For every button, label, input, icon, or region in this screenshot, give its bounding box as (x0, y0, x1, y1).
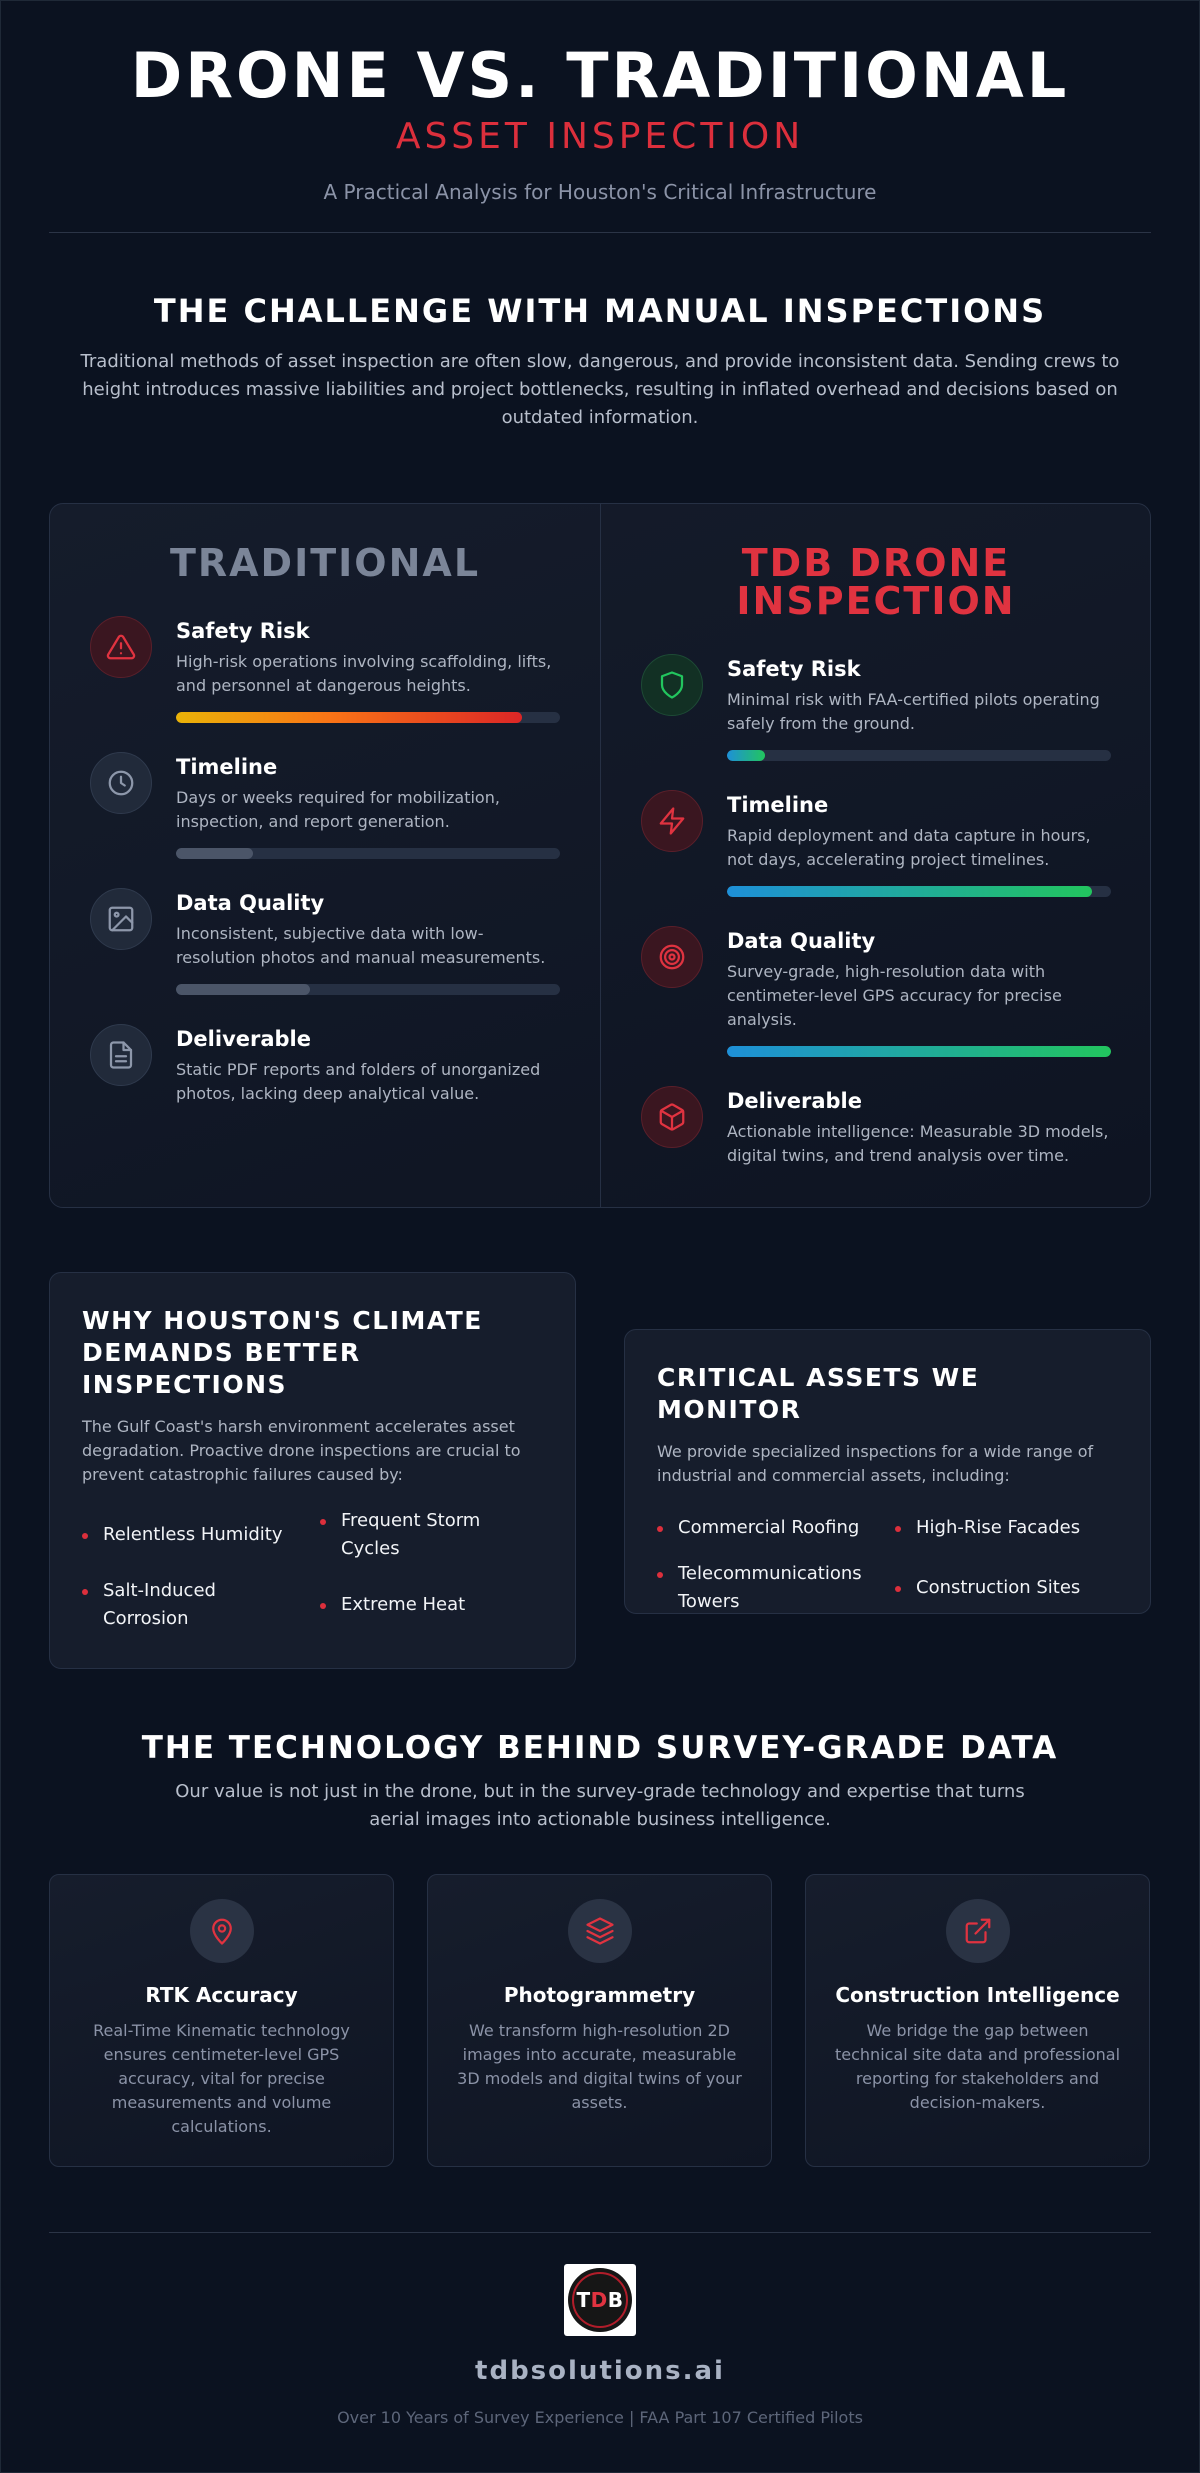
traditional-title: TRADITIONAL (169, 541, 481, 585)
tech-card-title: Photogrammetry (503, 1983, 696, 2007)
safety-risk-bar-fill (176, 712, 522, 723)
footer (0, 2264, 1200, 2427)
website-link[interactable]: tdbsolutions.ai (475, 2356, 725, 2386)
list-item: High-Rise Facades (895, 1514, 1115, 1542)
feature-title: Safety Risk (727, 657, 861, 681)
feature-description: High-risk operations involving scaffolding, lifts, and personnel at dangerous heights. (176, 652, 552, 695)
feature-title: Data Quality (727, 929, 876, 953)
feature-description: Rapid deployment and data capture in hours, not days, accelerating project timelines. (727, 826, 1091, 869)
page-title: DRONE VS. TRADITIONAL (130, 39, 1070, 112)
list-item: Frequent Storm Cycles (320, 1507, 530, 1563)
drone-title-line2: INSPECTION (736, 579, 1016, 623)
drone-column (601, 504, 1151, 1207)
footer-divider (49, 2232, 1151, 2233)
technology-body: Our value is not just in the drone, but in the survey-grade technology and expertise that turns aerial images into actionable business intelligence. (175, 1781, 1025, 1830)
data-quality-bar (176, 984, 560, 995)
feature-title: Timeline (727, 793, 829, 817)
layers-icon (568, 1899, 632, 1963)
data-quality-bar-fill (727, 1046, 1111, 1057)
list-item: Relentless Humidity (82, 1521, 302, 1549)
safety-risk-bar (176, 712, 560, 723)
header-divider (49, 232, 1151, 233)
logo-text (576, 2288, 623, 2312)
timeline-bar (176, 848, 560, 859)
safety-risk-bar-fill (727, 750, 765, 761)
credentials-text: Over 10 Years of Survey Experience | FAA Part 107 Certified Pilots (337, 2408, 863, 2427)
feature-description: Days or weeks required for mobilization, inspection, and report generation. (176, 788, 500, 831)
safety-risk-bar (727, 750, 1111, 761)
tech-card-description: We transform high-resolution 2D images into accurate, measurable 3D models and digital twins of your assets. (457, 2021, 742, 2112)
list-item: Salt-Induced Corrosion (82, 1577, 302, 1633)
tech-card-description: Real-Time Kinematic technology ensures centimeter-level GPS accuracy, vital for precise measurements and volume calculations. (93, 2021, 350, 2136)
challenge-body: Traditional methods of asset inspection are often slow, dangerous, and provide inconsistent data. Sending crews to height introduces massive liabilities and project bottlenecks, resulting in inflated overhead and decisions based on outdated information. (80, 351, 1120, 428)
feature-title: Deliverable (727, 1089, 863, 1113)
lightning-icon (641, 790, 703, 852)
feature-title: Timeline (176, 755, 278, 779)
tech-card-construction-intelligence (805, 1874, 1150, 2167)
page-header (0, 38, 1200, 204)
shield-icon (641, 654, 703, 716)
challenge-heading: THE CHALLENGE WITH MANUAL INSPECTIONS (153, 292, 1047, 330)
climate-intro: The Gulf Coast's harsh environment accelerates asset degradation. Proactive drone inspections are crucial to prevent catastrophic failures caused by: (82, 1417, 521, 1484)
feature-title: Deliverable (176, 1027, 312, 1051)
traditional-column (50, 504, 600, 1207)
list-item: Extreme Heat (320, 1591, 530, 1619)
tech-card-description: We bridge the gap between technical site data and professional reporting for stakeholders and decision-makers. (835, 2021, 1121, 2112)
page-subtitle: ASSET INSPECTION (395, 116, 805, 157)
list-item: Telecommunications Towers (657, 1560, 877, 1616)
assets-card (624, 1329, 1151, 1614)
tech-card-rtk (49, 1874, 394, 2167)
target-icon (641, 926, 703, 988)
tdb-logo (564, 2264, 636, 2336)
location-pin-icon (190, 1899, 254, 1963)
timeline-bar-fill (727, 886, 1092, 897)
assets-heading: CRITICAL ASSETS WE MONITOR (657, 1363, 980, 1424)
feature-title: Data Quality (176, 891, 325, 915)
timeline-bar-fill (176, 848, 253, 859)
document-icon (90, 1024, 152, 1086)
clock-icon (90, 752, 152, 814)
timeline-bar (727, 886, 1111, 897)
logo-letter-d: D (590, 2288, 608, 2312)
feature-title: Safety Risk (176, 619, 310, 643)
logo-letter-t: T (576, 2288, 591, 2312)
feature-description: Survey-grade, high-resolution data with centimeter-level GPS accuracy for precise analysis. (727, 962, 1062, 1029)
challenge-section (0, 292, 1200, 432)
technology-section (0, 1730, 1200, 1834)
list-item: Construction Sites (895, 1574, 1115, 1602)
feature-description: Inconsistent, subjective data with low-resolution photos and manual measurements. (176, 924, 546, 967)
cube-icon (641, 1086, 703, 1148)
logo-disc (568, 2268, 632, 2332)
data-quality-bar-fill (176, 984, 310, 995)
list-item: Commercial Roofing (657, 1514, 887, 1542)
climate-card (49, 1272, 576, 1669)
drone-title (601, 541, 1151, 623)
warning-icon (90, 616, 152, 678)
image-icon (90, 888, 152, 950)
technology-heading: THE TECHNOLOGY BEHIND SURVEY-GRADE DATA (141, 1730, 1059, 1766)
assets-intro: We provide specialized inspections for a wide range of industrial and commercial assets, including: (657, 1442, 1094, 1485)
data-quality-bar (727, 1046, 1111, 1057)
comparison-panel (49, 503, 1151, 1208)
logo-letter-b: B (607, 2288, 624, 2312)
feature-description: Actionable intelligence: Measurable 3D models, digital twins, and trend analysis over time. (727, 1122, 1109, 1165)
page-tagline: A Practical Analysis for Houston's Critical Infrastructure (323, 180, 877, 204)
drone-title-line1: TDB DRONE (741, 541, 1011, 585)
feature-description: Minimal risk with FAA-certified pilots operating safely from the ground. (727, 690, 1100, 733)
tech-card-title: Construction Intelligence (835, 1983, 1120, 2007)
tech-card-title: RTK Accuracy (145, 1983, 298, 2007)
external-link-icon (946, 1899, 1010, 1963)
tech-card-photogrammetry (427, 1874, 772, 2167)
climate-heading: WHY HOUSTON'S CLIMATE DEMANDS BETTER INSPECTIONS (82, 1306, 483, 1399)
feature-description: Static PDF reports and folders of unorganized photos, lacking deep analytical value. (176, 1060, 541, 1103)
